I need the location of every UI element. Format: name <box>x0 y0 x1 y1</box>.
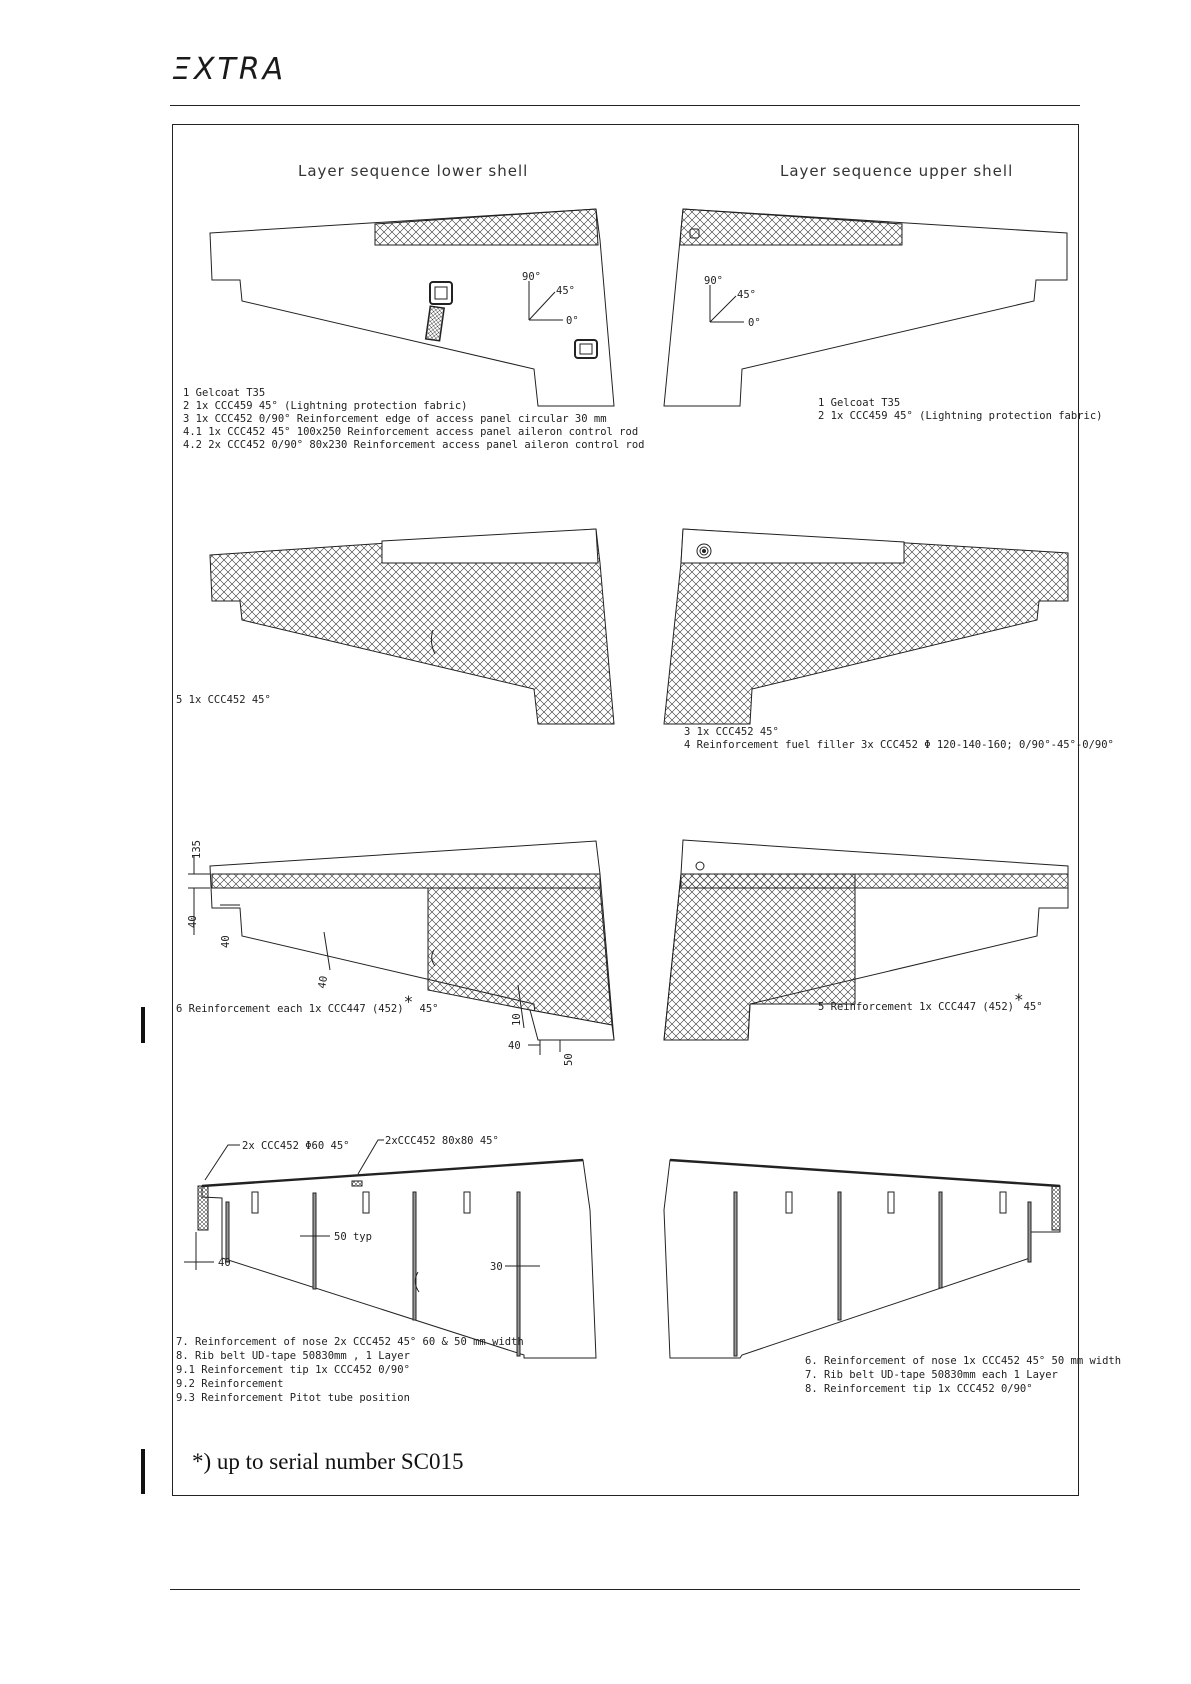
title-upper-shell: Layer sequence upper shell <box>780 162 1014 180</box>
callout-square-patch: 2xCCC452 80x80 45° <box>385 1135 499 1147</box>
legend-upper-3: 5 Reinforcement 1x CCC447 (452)*45° <box>818 990 1043 1013</box>
svg-text:90°: 90° <box>522 271 541 283</box>
svg-text:3 1x CCC452 0/90° Reinforceme: 3 1x CCC452 0/90° Reinforcement edge of access panel circular 30 mm <box>183 413 607 425</box>
title-lower-shell: Layer sequence lower shell <box>298 162 529 180</box>
svg-text:2 1x CCC459 45° (Lightning pr: 2 1x CCC459 45° (Lightning protection fabric) <box>818 410 1103 422</box>
svg-text:45°: 45° <box>556 285 575 297</box>
orientation-symbol <box>704 275 761 329</box>
aileron-rod-patch <box>426 306 444 341</box>
extra-logo: ΞXTRA <box>172 52 287 87</box>
svg-text:9.1 Reinforcement tip 1x CCC45: 9.1 Reinforcement tip 1x CCC452 0/90° <box>176 1364 410 1376</box>
svg-text:7. Rib belt UD-tape 50830mm: 7. Rib belt UD-tape 50830mm each 1 Layer <box>805 1369 1058 1381</box>
access-panel-patch <box>575 340 597 358</box>
svg-text:4.1 1x CCC452 45° 100x250 Rein: 4.1 1x CCC452 45° 100x250 Reinforcement access panel aileron control rod <box>183 426 639 438</box>
fuel-filler-mark <box>696 862 704 870</box>
lower-shell-1 <box>210 209 614 406</box>
svg-text:7. Reinforcement of nose 2x C: 7. Reinforcement of nose 2x CCC452 45° 60 & 50 mm width <box>176 1336 524 1348</box>
legend-lower-1 <box>183 387 644 451</box>
svg-text:45°: 45° <box>737 289 756 301</box>
svg-text:1 Gelcoat T35: 1 Gelcoat T35 <box>818 397 901 409</box>
svg-text:135: 135 <box>191 840 203 859</box>
legend-upper-2 <box>684 726 1114 751</box>
svg-text:4.2 2x CCC452 0/90° 80x230 Rei: 4.2 2x CCC452 0/90° 80x230 Reinforcement access panel aileron control rod <box>183 439 645 451</box>
nose-patch-mark <box>1052 1186 1060 1230</box>
svg-text:8. Reinforcement tip 1x CCC45: 8. Reinforcement tip 1x CCC452 0/90° <box>805 1383 1033 1395</box>
upper-shell-1 <box>664 209 1067 406</box>
dimension-marks <box>184 1231 540 1273</box>
legend-lower-4 <box>176 1336 524 1404</box>
access-panel-patch <box>430 282 452 304</box>
svg-text:9.2 Reinforcement: 9.2 Reinforcement <box>176 1378 284 1390</box>
svg-text:50: 50 <box>563 1053 575 1066</box>
tip-reinforcements <box>252 1192 470 1213</box>
svg-text:3 1x CCC452 45°: 3 1x CCC452 45° <box>684 726 779 738</box>
svg-text:0°: 0° <box>748 317 761 329</box>
upper-shell-4 <box>664 1160 1060 1358</box>
legend-lower-3: 6 Reinforcement each 1x CCC447 (452)* 45° <box>176 992 439 1015</box>
upper-shell-2 <box>664 529 1068 724</box>
svg-text:10: 10 <box>511 1013 523 1026</box>
rib-belts <box>734 1192 1031 1356</box>
legend-upper-1 <box>818 397 1102 422</box>
svg-text:4 Reinforcement fuel filler 3: 4 Reinforcement fuel filler 3x CCC452 Φ 120-140-160; 0/90°-45°-0/90° <box>684 739 1114 751</box>
lower-shell-4 <box>184 1135 596 1358</box>
nose-patch-mark <box>198 1186 208 1230</box>
callout-nose-patch: 2x CCC452 Φ60 45° <box>242 1140 350 1152</box>
svg-text:0°: 0° <box>566 315 579 327</box>
lower-shell-3 <box>187 840 614 1066</box>
svg-text:40: 40 <box>187 915 199 928</box>
legend-lower-2: 5 1x CCC452 45° <box>176 694 271 706</box>
tip-reinforcements <box>786 1192 1006 1213</box>
svg-text:30: 30 <box>490 1261 503 1273</box>
svg-text:8. Rib belt UD-tape 50830mm ,: 8. Rib belt UD-tape 50830mm , 1 Layer <box>176 1350 410 1362</box>
footnote: *) up to serial number SC015 <box>192 1449 464 1474</box>
svg-text:90°: 90° <box>704 275 723 287</box>
rib-belts <box>226 1192 520 1356</box>
svg-text:2 1x CCC459 45° (Lightning pr: 2 1x CCC459 45° (Lightning protection fabric) <box>183 400 468 412</box>
svg-text:1 Gelcoat T35: 1 Gelcoat T35 <box>183 387 266 399</box>
svg-text:6. Reinforcement of nose 1x C: 6. Reinforcement of nose 1x CCC452 45° 50 mm width <box>805 1355 1122 1367</box>
svg-text:9.3 Reinforcement Pitot tube p: 9.3 Reinforcement Pitot tube position <box>176 1392 410 1404</box>
svg-text:50 typ: 50 typ <box>334 1231 372 1243</box>
legend-upper-4 <box>805 1355 1121 1395</box>
svg-text:40: 40 <box>316 974 331 990</box>
svg-text:40: 40 <box>508 1040 521 1052</box>
svg-text:40: 40 <box>218 1257 231 1269</box>
orientation-symbol <box>522 271 579 327</box>
square-patch-mark <box>352 1181 362 1186</box>
svg-text:40: 40 <box>220 935 232 948</box>
